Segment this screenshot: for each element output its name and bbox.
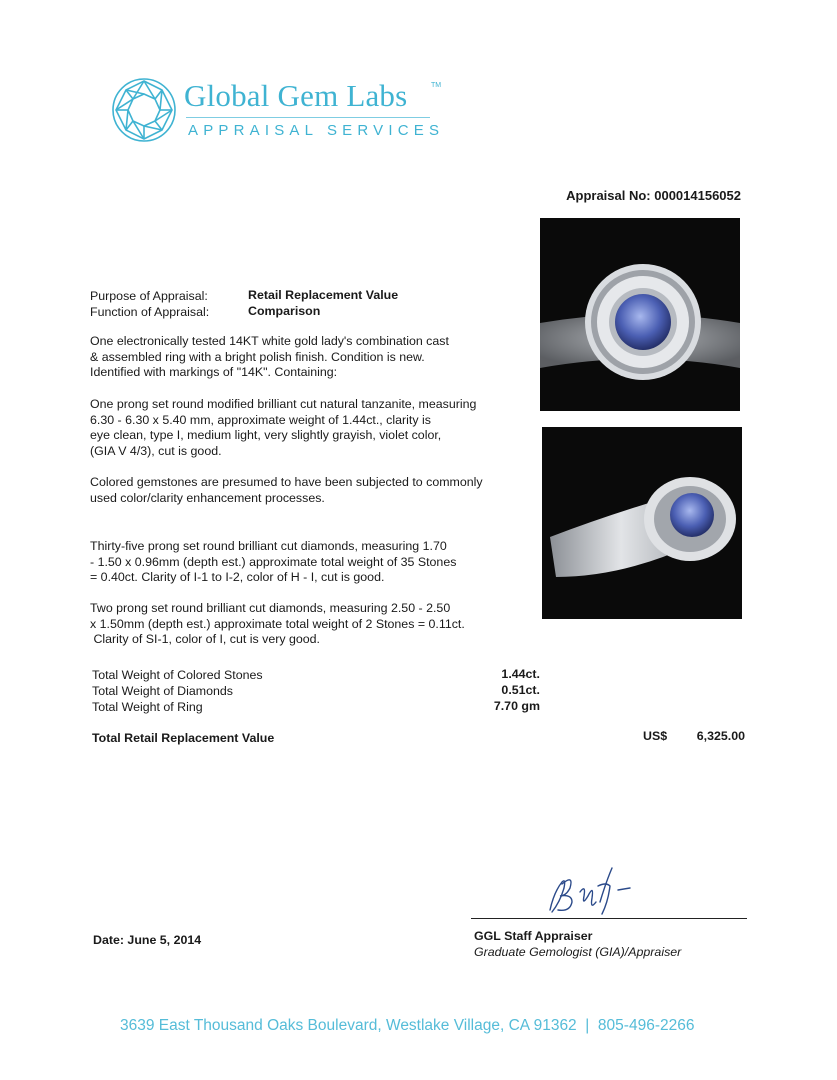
diamonds-35-description [90, 539, 456, 586]
total-colored-stones-value: 1.44ct. [501, 667, 540, 681]
diamonds-2-description [90, 601, 465, 648]
description-line: One electronically tested 14KT white gold lady's combination cast [90, 334, 449, 348]
appraiser-title: GGL Staff Appraiser [474, 929, 593, 943]
total-ring-weight-value: 7.70 gm [493, 699, 540, 713]
total-ring-weight-label: Total Weight of Ring [92, 700, 203, 714]
diamonds-2-line: Two prong set round brilliant cut diamonds, measuring 2.50 - 2.50 [90, 601, 451, 615]
tanzanite-line: (GIA V 4/3), cut is good. [90, 443, 222, 458]
diamonds-35-line: = 0.40ct. Clarity of I-1 to I-2, color of H - I, cut is good. [90, 570, 385, 584]
ring-description [90, 334, 449, 381]
tanzanite-line: eye clean, type I, medium light, very slightly grayish, violet color, [90, 428, 442, 442]
diamonds-2-line: Clarity of SI-1, color of I, cut is very good. [90, 632, 321, 646]
total-colored-stones-label: Total Weight of Colored Stones [92, 668, 263, 682]
function-label: Function of Appraisal: [90, 305, 210, 319]
ring-photo-top [540, 218, 740, 411]
brand-subtitle: APPRAISAL SERVICES [188, 122, 445, 139]
description-line: & assembled ring with a bright polish finish. Condition is new. [90, 349, 425, 364]
retail-currency: US$ [643, 729, 668, 743]
diamonds-35-line: - 1.50 x 0.96mm (depth est.) approximate total weight of 35 Stones [90, 554, 457, 569]
footer-address: 3639 East Thousand Oaks Boulevard, Westlake Village, CA 91362 | 805-496-2266 [120, 1017, 695, 1034]
appraisal-date: Date: June 5, 2014 [93, 933, 202, 947]
total-diamonds-label: Total Weight of Diamonds [92, 684, 233, 698]
enhancement-line: used color/clarity enhancement processes. [90, 490, 325, 505]
diamonds-35-line: Thirty-five prong set round brilliant cut diamonds, measuring 1.70 [90, 539, 447, 553]
total-diamonds-value: 0.51ct. [501, 683, 540, 697]
appraiser-signature [540, 862, 650, 922]
brand-name: Global Gem Labs [184, 78, 408, 113]
purpose-value: Retail Replacement Value [248, 288, 399, 302]
trademark-mark: TM [431, 82, 442, 89]
enhancement-note [90, 475, 483, 506]
description-line: Identified with markings of "14K". Containing: [90, 365, 338, 379]
diamonds-2-line: x 1.50mm (depth est.) approximate total weight of 2 Stones = 0.11ct. [90, 616, 465, 631]
ring-photo-side [542, 427, 742, 619]
enhancement-line: Colored gemstones are presumed to have been subjected to commonly [90, 475, 483, 489]
gem-outline-icon [111, 77, 177, 143]
retail-value-label: Total Retail Replacement Value [92, 731, 275, 745]
retail-amount: 6,325.00 [696, 729, 745, 743]
tanzanite-line: 6.30 - 6.30 x 5.40 mm, approximate weight of 1.44ct., clarity is [90, 412, 431, 427]
purpose-label: Purpose of Appraisal: [90, 289, 208, 303]
tanzanite-description [90, 397, 476, 459]
appraiser-credential: Graduate Gemologist (GIA)/Appraiser [474, 945, 682, 959]
signature-line [471, 918, 747, 919]
tanzanite-line: One prong set round modified brilliant cut natural tanzanite, measuring [90, 397, 477, 411]
function-value: Comparison [248, 304, 321, 318]
brand-divider [186, 117, 430, 118]
appraisal-number: Appraisal No: 000014156052 [566, 188, 741, 203]
